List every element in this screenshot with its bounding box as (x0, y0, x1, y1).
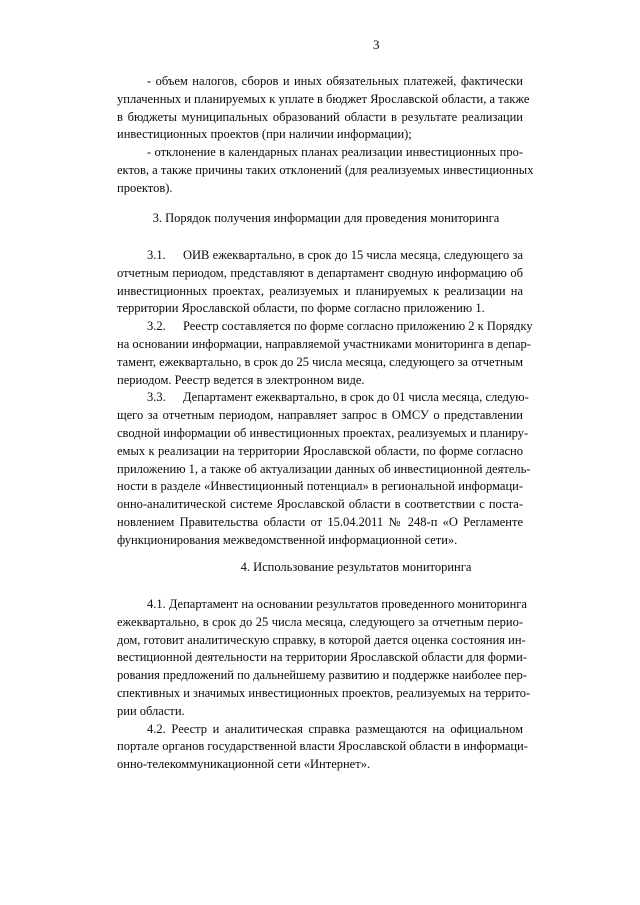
item-3-3 (117, 389, 531, 549)
paragraph-taxes (117, 73, 530, 144)
paragraph-line: в бюджеты муниципальных образований области в результате реализации (117, 109, 523, 124)
paragraph-line: емых к реализации на территории Ярославской области, по форме согласно (117, 443, 523, 458)
item-number: 3.1. (147, 248, 166, 262)
paragraph-line: - отклонение в календарных планах реализации инвестиционных про- (147, 145, 523, 160)
item-3-2 (117, 318, 533, 389)
item-text: Реестр составляется по форме согласно приложению 2 к Порядку (183, 319, 533, 334)
page-number: 3 (373, 37, 380, 52)
paragraph-deviation (117, 144, 534, 197)
paragraph-line: ежеквартально, в срок до 25 числа месяца, следующего за отчетным перио- (117, 614, 523, 629)
paragraph-line: на основании информации, направляемой участниками мониторинга в депар- (117, 336, 531, 351)
item-3-1 (117, 247, 523, 318)
paragraph-line: новлением Правительства области от 15.04.2011 № 248-п «О Регламенте (117, 514, 523, 529)
paragraph-line: 4.1. Департамент на основании результатов проведенного мониторинга (147, 597, 527, 611)
item-number: 3.2. (147, 319, 166, 334)
item-text: ОИВ ежеквартально, в срок до 15 числа месяца, следующего за (183, 248, 523, 262)
paragraph-line: функционирования межведомственной информационной сети». (117, 532, 458, 547)
paragraph-line: ности в разделе «Инвестиционный потенциал» в региональной информаци- (117, 479, 523, 494)
paragraph-line: уплаченных и планируемых к уплате в бюджет Ярославской области, а также (117, 91, 530, 106)
section-3-heading: 3. Порядок получения информации для проведения мониторинга (152, 211, 500, 225)
paragraph-line: тамент, ежеквартально, в срок до 25 числа месяца, следующего за отчетным (117, 354, 524, 369)
paragraph-line: сводной информации об инвестиционных проектах, реализуемых и планиру- (117, 425, 529, 440)
paragraph-line: приложению 1, а также об актуализации данных об инвестиционной деятель- (117, 461, 531, 476)
paragraph-line: онно-телекоммуникационной сети «Интернет». (117, 757, 371, 772)
paragraph-line: инвестиционных проектов (при наличии информации); (117, 127, 412, 142)
paragraph-line: портале органов государственной власти Ярославской области в информаци- (117, 739, 528, 754)
item-4-1 (117, 596, 531, 721)
paragraph-line: ектов, а также причины таких отклонений (для реализуемых инвестиционных (117, 162, 534, 177)
section-4-body (117, 596, 531, 774)
paragraph-line: дом, готовит аналитическую справку, в которой дается оценка состояния ин- (117, 632, 526, 647)
paragraph-line: щего за отчетным периодом, направляет запрос в ОМСУ о представлении (117, 408, 523, 423)
paragraph-line: вестиционной деятельности на территории Ярославской области для форми- (117, 650, 527, 665)
paragraph-line: отчетным периодом, представляют в департамент сводную информацию об (117, 265, 523, 280)
section-4-heading: 4. Использование результатов мониторинга (240, 560, 472, 574)
section-3-body (117, 247, 533, 550)
paragraph-line: территории Ярославской области, по форме согласно приложению 1. (117, 301, 485, 316)
paragraph-line: рования предложений по дальнейшему развитию и поддержке наиболее пер- (117, 668, 527, 683)
intro-block (117, 73, 534, 198)
item-4-2 (117, 721, 528, 774)
paragraph-line: онно-аналитической системе Ярославской области в соответствии с поста- (117, 497, 523, 512)
paragraph-line (117, 247, 523, 265)
paragraph-line (117, 389, 529, 407)
paragraph-line: 4.2. Реестр и аналитическая справка размещаются на официальном (147, 721, 523, 736)
paragraph-line (117, 318, 533, 336)
paragraph-line: проектов). (117, 180, 173, 195)
item-text: Департамент ежеквартально, в срок до 01 числа месяца, следую- (183, 390, 529, 405)
paragraph-line: - объем налогов, сборов и иных обязательных платежей, фактически (147, 74, 523, 88)
paragraph-line: спективных и значимых инвестиционных проектов, реализуемых на террито- (117, 685, 531, 700)
paragraph-line: инвестиционных проектах, реализуемых и планируемых к реализации на (117, 283, 523, 298)
paragraph-line: периодом. Реестр ведется в электронном виде. (117, 372, 365, 387)
item-number: 3.3. (147, 390, 166, 405)
paragraph-line: рии области. (117, 703, 185, 718)
